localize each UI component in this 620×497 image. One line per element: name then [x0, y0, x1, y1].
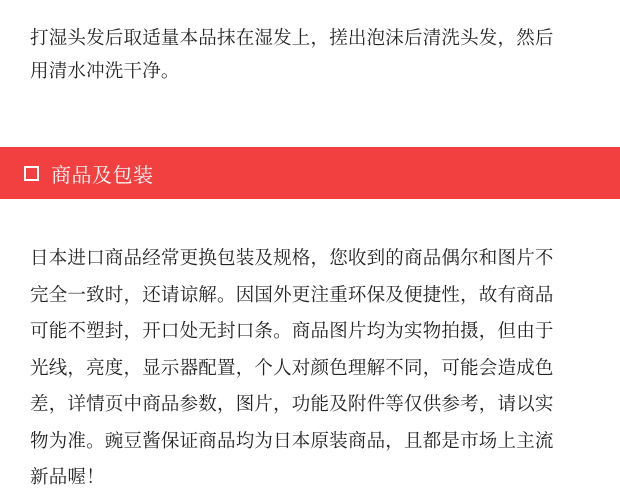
notice-line: 光线，亮度，显示器配置，个人对颜色理解不同，可能会造成色 [30, 357, 554, 379]
notice-line: 物为准。豌豆酱保证商品均为日本原装商品，且都是市场上主流 [30, 430, 554, 452]
notice-line: 差，详情页中商品参数，图片，功能及附件等仅供参考，请以实 [30, 394, 554, 415]
section-header-bar [0, 147, 620, 199]
usage-line: 用清水冲洗干净。 [30, 61, 180, 82]
notice-line: 可能不塑封，开口处无封口条。商品图片均为实物拍摄，但由于 [30, 321, 554, 342]
notice-line: 完全一致时，还请谅解。因国外更注重环保及便捷性，故有商品 [30, 284, 554, 306]
usage-line: 打湿头发后取适量本品抹在湿发上，搓出泡沫后清洗头发，然后 [30, 28, 554, 49]
notice-line: 日本进口商品经常更换包装及规格，您收到的商品偶尔和图片不 [30, 248, 554, 269]
usage-instructions [30, 22, 596, 88]
notice-line: 新品喔！ [30, 467, 105, 488]
section-title: 商品及包装 [51, 162, 154, 187]
packaging-notice [30, 241, 596, 497]
square-outline-icon [24, 166, 39, 181]
